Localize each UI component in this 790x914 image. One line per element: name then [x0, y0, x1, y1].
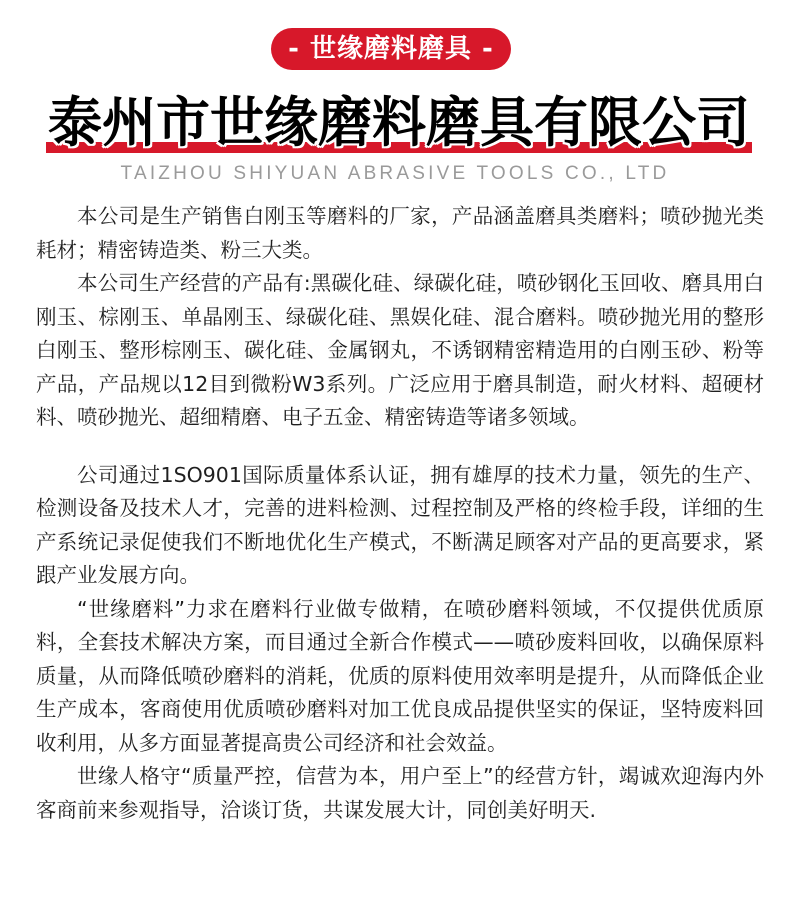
company-introduction: [36, 200, 764, 827]
company-english-name: TAIZHOU SHIYUAN ABRASIVE TOOLS CO., LTD: [120, 163, 670, 184]
brand-badge: - 世缘磨料磨具 -: [271, 28, 511, 70]
intro-paragraph-product-list: 本公司生产经营的产品有:黑碳化硅、绿碳化硅，喷砂钢化玉回收、磨具用白刚玉、棕刚玉、单晶刚玉、绿碳化硅、黑娱化硅、混合磨料。喷砂抛光用的整形白刚玉、整形棕刚玉、碳化硅、金属钢丸，不诱钢精密精造用的白刚玉砂、粉等产品，产品规以12目到微粉W3系列。广泛应用于磨具制造，耐火材料、超硬材料、喷砂抛光、超细精磨、电子五金、精密铸造等诸多领域。: [36, 271, 764, 429]
intro-paragraph-brand-mission: “世缘磨料”力求在磨料行业做专做精，在喷砂磨料领域，不仅提供优质原料，全套技术解决方案，而目通过全新合作模式——喷砂废料回收，以确保原料质量，从而降低喷砂磨料的消耗，优质的原料使用效率明是提升，从而降低企业生产成本，客商使用优质喷砂磨料对加工优良成品提供坚实的保证，坚特废料回收利用，从多方面显著提高贵公司经济和社会效益。: [36, 596, 764, 755]
company-title-block: [46, 88, 752, 160]
intro-paragraph-product-categories: 本公司是生产销售白刚玉等磨料的厂家，产品涵盖磨具类磨料；喷砂抛光类耗材；精密铸造类、粉三大类。: [36, 204, 764, 262]
intro-paragraph-business-policy: 世缘人格守“质量严控，信营为本，用户至上”的经营方针，竭诚欢迎海内外客商前来参观指导，洽谈订货，共谋发展大计，同创美好明天.: [36, 764, 764, 822]
company-title: 泰州市世缘磨料磨具有限公司: [48, 91, 750, 154]
intro-paragraph-quality-certification: 公司通过1SO901国际质量体系认证，拥有雄厚的技术力量，领先的生产、检测设备及技术人才，完善的进料检测、过程控制及严格的终检手段，详细的生产系统记录促使我们不断地优化生产模式，不断满足顾客对产品的更高要求，紧跟产业发展方向。: [36, 462, 764, 587]
